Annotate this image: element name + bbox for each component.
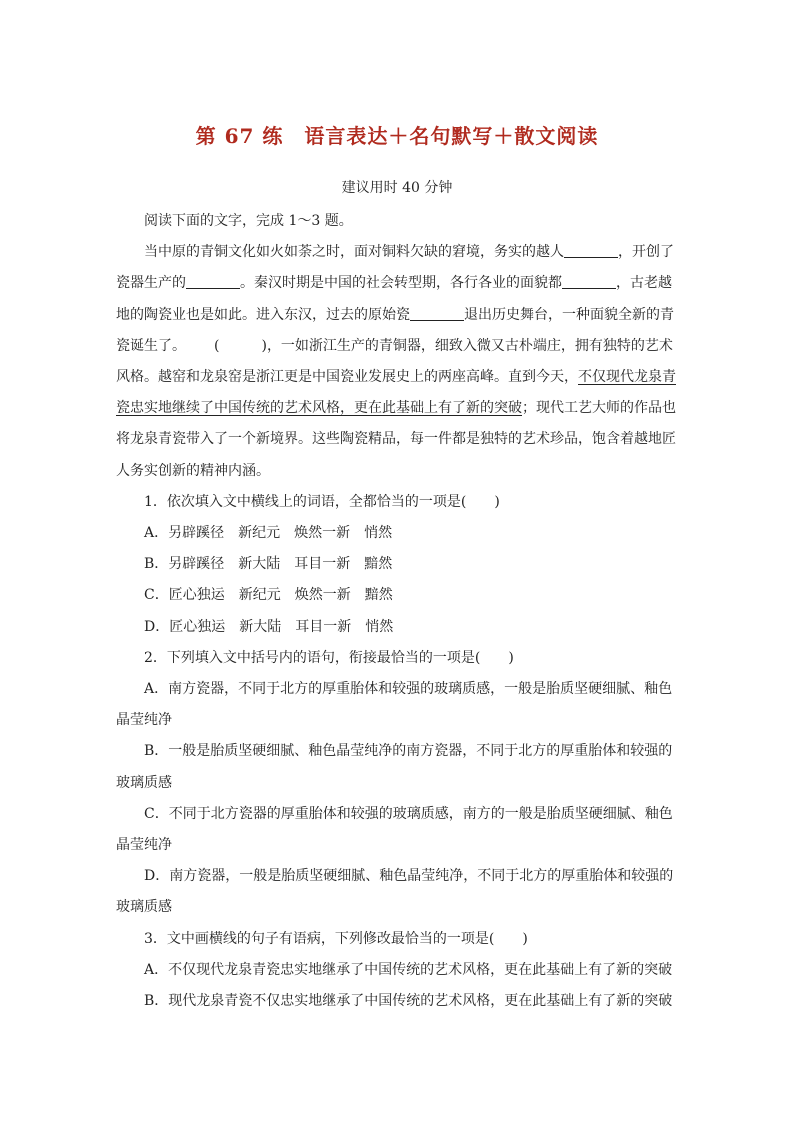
question-stem: 1．依次填入文中横线上的词语，全都恰当的一项是( ) bbox=[144, 493, 500, 510]
passage-text: ，一如浙江生产的青铜器，细致入微又古朴端庄，拥有独特的艺术风格。越窑和龙泉窑是浙江更是中国瓷业发展史上的两座高峰。直到今天， bbox=[116, 337, 673, 386]
option-item: A．南方瓷器，不同于北方的厚重胎体和较强的玻璃质感，一般是胎质坚硬细腻、釉色晶莹纯净 bbox=[116, 681, 673, 729]
fill-blank-4 bbox=[410, 306, 464, 321]
option-item: A．另辟蹊径 新纪元 焕然一新 悄然 bbox=[144, 525, 393, 542]
option-item: B．另辟蹊径 新大陆 耳目一新 黯然 bbox=[144, 556, 393, 573]
time-note: 建议用时 40 分钟 bbox=[341, 180, 453, 196]
passage-text: ；现代工艺大师的作品也将龙泉青瓷带入了一个新境界。这些陶瓷精品，每一件都是独特的艺术珍品，饱含着越地匠人务实创新的精神内涵。 bbox=[116, 400, 676, 479]
passage-text: ，开创了瓷器生产的 bbox=[116, 244, 674, 292]
passage-paragraph bbox=[116, 237, 682, 487]
option-item: A．不仅现代龙泉青瓷忠实地继承了中国传统的艺术风格，更在此基础上有了新的突破 bbox=[144, 961, 673, 978]
passage-text: ，古老越地的陶瓷业也是如此。进入东汉，过去的原始瓷 bbox=[116, 275, 672, 323]
option-item: C．不同于北方瓷器的厚重胎体和较强的玻璃质感，南方的一般是胎质坚硬细腻、釉色晶莹纯净 bbox=[116, 805, 673, 854]
passage-text: 退出历史舞台，一种面貌全新的青瓷诞生了。 bbox=[116, 306, 674, 354]
fill-blank-2 bbox=[186, 274, 240, 289]
option-item: C．匠心独运 新纪元 焕然一新 黯然 bbox=[144, 587, 393, 604]
passage-text: 。秦汉时期是中国的社会转型期，各行各业的面貌都 bbox=[240, 275, 562, 292]
question-stem: 3．文中画横线的句子有语病，下列修改最恰当的一项是( ) bbox=[144, 930, 528, 947]
option-item: B．一般是胎质坚硬细腻、釉色晶莹纯净的南方瓷器，不同于北方的厚重胎体和较强的玻璃质感 bbox=[116, 743, 673, 791]
question-stem: 2．下列填入文中括号内的语句，衔接最恰当的一项是( ) bbox=[144, 649, 514, 666]
instructions: 阅读下面的文字，完成 1～3 题。 bbox=[144, 213, 353, 229]
fill-blank-3 bbox=[562, 274, 616, 289]
fill-blank-1 bbox=[564, 243, 618, 258]
document-body bbox=[116, 206, 682, 1017]
page-title: 第 67 练 语言表达＋名句默写＋散文阅读 bbox=[195, 124, 599, 148]
option-item: D．南方瓷器，一般是胎质坚硬细腻、釉色晶莹纯净，不同于北方的厚重胎体和较强的玻璃质感 bbox=[116, 868, 674, 916]
answer-parenthesis: ( ) bbox=[214, 337, 267, 354]
passage-text: 当中原的青铜文化如火如荼之时，面对铜料欠缺的窘境，务实的越人 bbox=[144, 244, 564, 261]
option-item: D．匠心独运 新大陆 耳目一新 悄然 bbox=[144, 618, 394, 635]
option-item: B．现代龙泉青瓷不仅忠实地继承了中国传统的艺术风格，更在此基础上有了新的突破 bbox=[144, 993, 673, 1010]
underlined-sentence: 不仅现代龙泉青瓷忠实地继续了中国传统的艺术风格，更在此基础上有了新的突破 bbox=[116, 369, 676, 417]
